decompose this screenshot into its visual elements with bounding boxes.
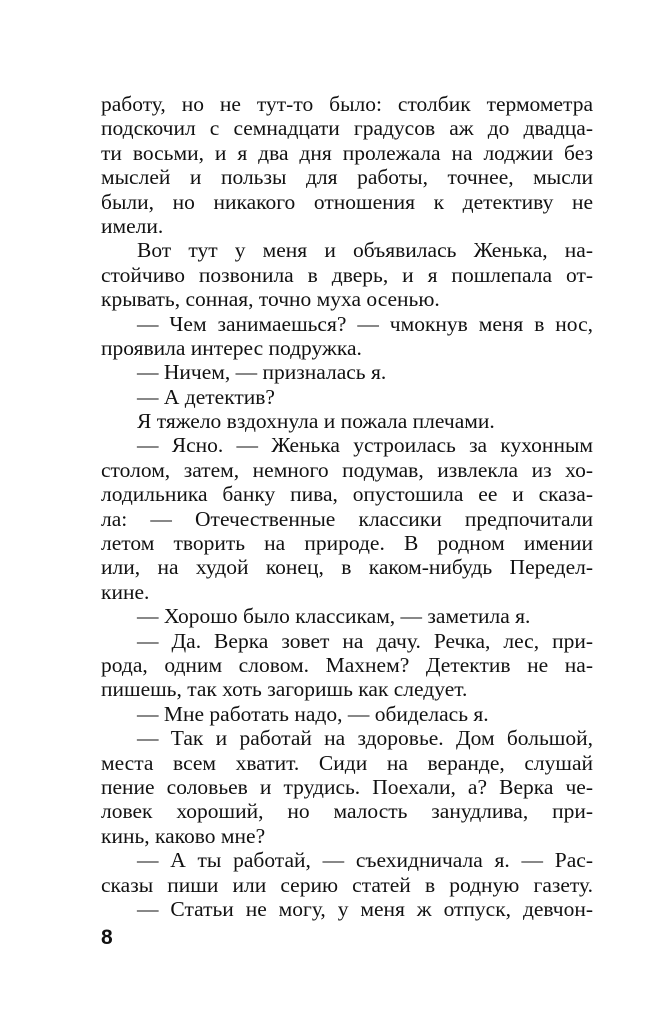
text-line: столом, затем, немного подумав, извлекла из хо-	[101, 457, 593, 482]
text-line: подскочил с семнадцати градусов аж до двадца-	[101, 116, 593, 141]
text-line: стойчиво позвонила в дверь, и я пошлепала от-	[101, 262, 593, 287]
text-line: кинь, каково мне?	[101, 823, 266, 848]
text-line: или, на худой конец, в каком-нибудь Передел-	[101, 555, 593, 580]
text-line: — Так и работай на здоровье. Дом большой,	[137, 726, 593, 751]
text-line: пишешь, так хоть загоришь как следует.	[101, 677, 468, 702]
text-line: ти восьми, и я два дня пролежала на лоджии без	[101, 140, 593, 165]
text-line: пение соловьев и трудись. Поехали, а? Верка че-	[101, 774, 593, 799]
text-line: — Ничем, — призналась я.	[137, 360, 387, 385]
text-line: — Ясно. — Женька устроилась за кухонным	[137, 433, 593, 458]
text-line: проявила интерес подружка.	[101, 335, 362, 360]
text-line: рода, одним словом. Махнем? Детектив не на-	[101, 652, 593, 677]
text-line: — Чем занимаешься? — чмокнув меня в нос,	[137, 311, 593, 336]
text-line: крывать, сонная, точно муха осенью.	[101, 287, 440, 312]
text-line: — Статьи не могу, у меня ж отпуск, девчон-	[137, 896, 593, 921]
text-line: — А детектив?	[137, 384, 275, 409]
text-line: кине.	[101, 579, 150, 604]
text-line: лодильника банку пива, опустошила ее и сказа-	[101, 482, 593, 507]
text-line: Вот тут у меня и объявилась Женька, на-	[137, 238, 593, 263]
text-line: — Да. Верка зовет на дачу. Речка, лес, при-	[137, 628, 593, 653]
text-line: — А ты работай, — съехидничала я. — Рас-	[137, 848, 593, 873]
text-line: — Хорошо было классикам, — заметила я.	[137, 604, 531, 629]
text-line: работу, но не тут-то было: столбик термометра	[101, 92, 593, 116]
body-text	[101, 92, 593, 921]
text-line: мыслей и пользы для работы, точнее, мысли	[101, 165, 593, 190]
text-line: Я тяжело вздохнула и пожала плечами.	[137, 409, 495, 434]
page-number: 8	[101, 926, 113, 949]
text-line: места всем хватит. Сиди на веранде, слушай	[101, 750, 593, 775]
text-line: имели.	[101, 213, 164, 238]
text-line: летом творить на природе. В родном имении	[101, 531, 593, 556]
text-line: ловек хороший, но малость занудлива, при-	[101, 799, 593, 824]
text-line: сказы пиши или серию статей в родную газету.	[101, 872, 593, 897]
text-line: были, но никакого отношения к детективу не	[101, 189, 593, 214]
text-line: — Мне работать надо, — обиделась я.	[137, 701, 489, 726]
text-line: ла: — Отечественные классики предпочитали	[101, 506, 593, 531]
